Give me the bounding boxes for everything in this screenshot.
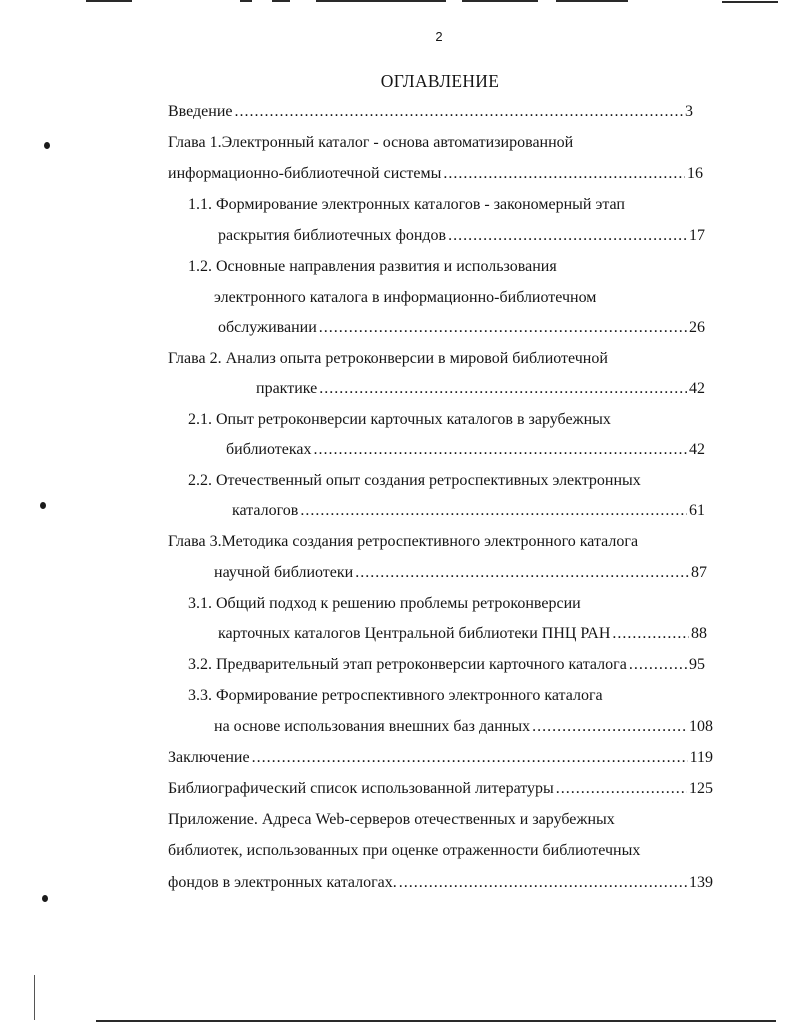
- toc-page-number: 17: [689, 227, 705, 244]
- toc-page-number: 3: [685, 103, 693, 120]
- toc-page-number: 125: [689, 780, 713, 797]
- dot-leader: [532, 717, 687, 737]
- toc-entry-text: 3.2. Предварительный этап ретроконверсии карточного каталога: [188, 656, 627, 673]
- toc-entry-text: научной библиотеки: [214, 564, 354, 581]
- toc-entry-text: карточных каталогов Центральной библиотеки ПНЦ РАН: [218, 625, 611, 642]
- toc-entry-section-2-1: [226, 440, 705, 460]
- toc-entry-section-2-2: [232, 501, 705, 521]
- toc-entry-text: информационно-библиотечной системы: [168, 165, 442, 182]
- scan-mark-top-3: [272, 0, 290, 2]
- toc-section-3-3-line1: 3.3. Формирование ретроспективного электронного каталога: [188, 687, 603, 704]
- dot-leader: [300, 501, 687, 521]
- toc-entry-appendix: [168, 873, 713, 893]
- toc-section-1-2-line1: 1.2. Основные направления развития и использования: [188, 258, 557, 275]
- toc-page-number: 16: [687, 165, 703, 182]
- page-number: 2: [435, 29, 443, 44]
- toc-entry-text: фондов в электронных каталогах.: [168, 874, 397, 891]
- toc-page-number: 95: [689, 656, 705, 673]
- toc-page-number: 108: [689, 718, 713, 735]
- toc-entry-text: Библиографический список использованной литературы: [168, 780, 554, 797]
- toc-entry-text: Заключение: [168, 749, 250, 766]
- toc-entry-text: Введение: [168, 103, 233, 120]
- hole-punch-mark-1: [44, 142, 50, 149]
- dot-leader: [235, 102, 684, 122]
- toc-section-1-1-line1: 1.1. Формирование электронных каталогов - закономерный этап: [188, 196, 625, 213]
- dot-leader: [612, 624, 689, 644]
- scan-mark-top-7: [722, 1, 778, 3]
- toc-entry-text: на основе использования внешних баз данных: [214, 718, 531, 735]
- scan-mark-top-2: [240, 0, 252, 2]
- dot-leader: [319, 318, 687, 338]
- toc-entry-section-3-1: [218, 624, 707, 644]
- toc-entry-section-3-3: [214, 717, 713, 737]
- hole-punch-mark-3: [42, 895, 48, 902]
- scan-mark-top-6: [556, 0, 628, 2]
- toc-entry-intro: [168, 102, 693, 122]
- toc-page-number: 42: [689, 441, 705, 458]
- toc-page-number: 119: [689, 749, 713, 766]
- scan-mark-top-5: [462, 0, 538, 2]
- dot-leader: [252, 748, 688, 768]
- toc-page-number: 139: [689, 874, 713, 891]
- dot-leader: [443, 164, 685, 184]
- toc-page-number: 87: [691, 564, 707, 581]
- dot-leader: [448, 226, 687, 246]
- toc-title: ОГЛАВЛЕНИЕ: [380, 71, 500, 91]
- toc-chapter-3-line1: Глава 3.Методика создания ретроспективного электронного каталога: [168, 533, 639, 550]
- dot-leader: [355, 563, 689, 583]
- toc-section-2-2-line1: 2.2. Отечественный опыт создания ретроспективных электронных: [188, 472, 641, 489]
- toc-appendix-line2: библиотек, использованных при оценке отраженности библиотечных: [168, 842, 641, 859]
- toc-section-3-1-line1: 3.1. Общий подход к решению проблемы ретроконверсии: [188, 595, 581, 612]
- toc-chapter-2-line1: Глава 2. Анализ опыта ретроконверсии в мировой библиотечной: [168, 350, 608, 367]
- scan-mark-bottom: [96, 1020, 776, 1022]
- scan-mark-top-4: [316, 0, 446, 2]
- toc-entry-text: практике: [256, 380, 318, 397]
- toc-entry-section-1-1: [218, 226, 705, 246]
- toc-section-1-2-line2: электронного каталога в информационно-библиотечном: [214, 289, 597, 306]
- toc-entry-conclusion: [168, 748, 713, 768]
- toc-entry-chapter-1: [168, 164, 703, 184]
- toc-entry-bibliography: [168, 779, 713, 799]
- toc-entry-section-3-2: [188, 655, 705, 675]
- hole-punch-mark-2: [40, 502, 46, 509]
- toc-entry-text: библиотеках: [226, 441, 312, 458]
- toc-entry-text: раскрытия библиотечных фондов: [218, 227, 447, 244]
- dot-leader: [556, 779, 687, 799]
- dot-leader: [399, 873, 687, 893]
- toc-section-2-1-line1: 2.1. Опыт ретроконверсии карточных каталогов в зарубежных: [188, 411, 611, 428]
- dot-leader: [319, 379, 687, 399]
- toc-entry-chapter-3: [214, 563, 707, 583]
- dot-leader: [314, 440, 687, 460]
- dot-leader: [629, 655, 687, 675]
- toc-appendix-line1: Приложение. Адреса Web-серверов отечественных и зарубежных: [168, 811, 615, 828]
- toc-page-number: 42: [689, 380, 705, 397]
- scan-mark-top-1: [86, 0, 132, 2]
- toc-entry-chapter-2: [256, 379, 705, 399]
- toc-page-number: 26: [689, 319, 705, 336]
- toc-page-number: 88: [691, 625, 707, 642]
- toc-entry-section-1-2: [218, 318, 705, 338]
- toc-entry-text: каталогов: [232, 502, 299, 519]
- toc-chapter-1-line1: Глава 1.Электронный каталог - основа автоматизированной: [168, 134, 574, 151]
- toc-page-number: 61: [689, 502, 705, 519]
- scan-left-edge: [34, 975, 35, 1020]
- toc-entry-text: обслуживании: [218, 319, 317, 336]
